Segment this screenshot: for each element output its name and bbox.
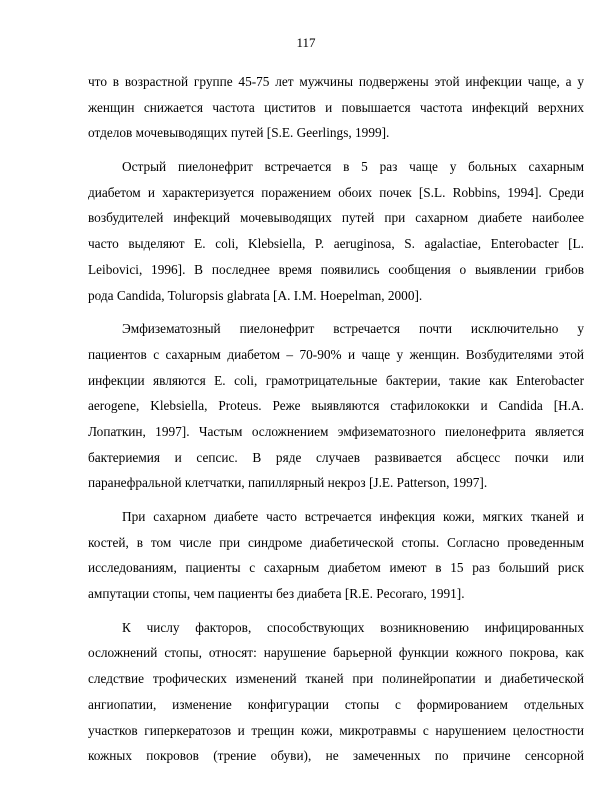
text-line: часто выделяют E. coli, Klebsiella, P. aeruginosa, S. agalactiae, Enterobacter [L. — [88, 236, 584, 252]
paragraph-4 — [88, 504, 584, 607]
text-line: Лопаткин, 1997]. Частым осложнением эмфизематозного пиелонефрита является — [88, 423, 584, 439]
text-line: костей, в том числе при синдроме диабетической стопы. Согласно проведенным — [88, 534, 584, 550]
paragraph-3 — [88, 316, 584, 496]
text-line: пациентов с сахарным диабетом – 70-90% и чаще у женщин. Возбудителями этой — [88, 346, 584, 362]
text-line: бактериемия и сепсис. В ряде случаев развивается абсцесс почки или — [88, 449, 584, 465]
text-line: участков гиперкератозов и трещин кожи, микротравмы с нарушением целостности — [88, 722, 584, 738]
text-line: К числу факторов, способствующих возникновению инфицированных — [122, 619, 584, 635]
text-line: ангиопатии, изменение конфигурации стопы с формированием отдельных — [88, 696, 584, 712]
text-line: исследованиям, пациенты с сахарным диабетом имеют в 15 раз больший риск — [88, 560, 584, 576]
text-line: Эмфизематозный пиелонефрит встречается почти исключительно у — [122, 321, 584, 337]
paragraph-2 — [88, 154, 584, 308]
text-line: женщин снижается частота циститов и повышается частота инфекций верхних — [88, 99, 584, 115]
text-line: кожных покровов (трение обуви), не замеченных по причине сенсорной — [88, 748, 584, 764]
text-line: диабетом и характеризуется поражением обоих почек [S.L. Robbins, 1994]. Среди — [88, 184, 584, 200]
text-line: отделов мочевыводящих путей [S.E. Geerlings, 1999]. — [88, 125, 390, 141]
text-line: При сахарном диабете часто встречается инфекция кожи, мягких тканей и — [122, 509, 584, 524]
text-line: что в возрастной группе 45-75 лет мужчины подвержены этой инфекции чаще, а у — [88, 74, 584, 89]
paragraph-1 — [88, 69, 584, 146]
text-line: рода Candida, Toluropsis glabrata [A. I.M. Hoepelman, 2000]. — [88, 287, 423, 303]
text-line: возбудителей инфекций мочевыводящих путей при сахарном диабете наиболее — [88, 210, 584, 226]
text-line: Leibovici, 1996]. В последнее время появились сообщения о выявлении грибов — [88, 261, 584, 277]
document-body — [88, 69, 584, 777]
text-line: Острый пиелонефрит встречается в 5 раз чаще у больных сахарным — [122, 159, 584, 175]
text-line: осложнений стопы, относят: нарушение барьерной функции кожного покрова, как — [88, 645, 584, 661]
text-line: инфекции являются E. coli, грамотрицательные бактерии, такие как Enterobacter — [88, 372, 584, 388]
page-number: 117 — [296, 35, 316, 50]
text-line: следствие трофических изменений тканей при полинейропатии и диабетической — [88, 671, 584, 687]
text-line: ампутации стопы, чем пациенты без диабета [R.E. Pecoraro, 1991]. — [88, 586, 465, 602]
text-line: паранефральной клетчатки, папиллярный некроз [J.E. Patterson, 1997]. — [88, 475, 488, 491]
paragraph-5 — [88, 615, 584, 769]
text-line: aerogene, Klebsiella, Proteus. Реже выявляются стафилококки и Candida [H.A. — [88, 398, 584, 414]
